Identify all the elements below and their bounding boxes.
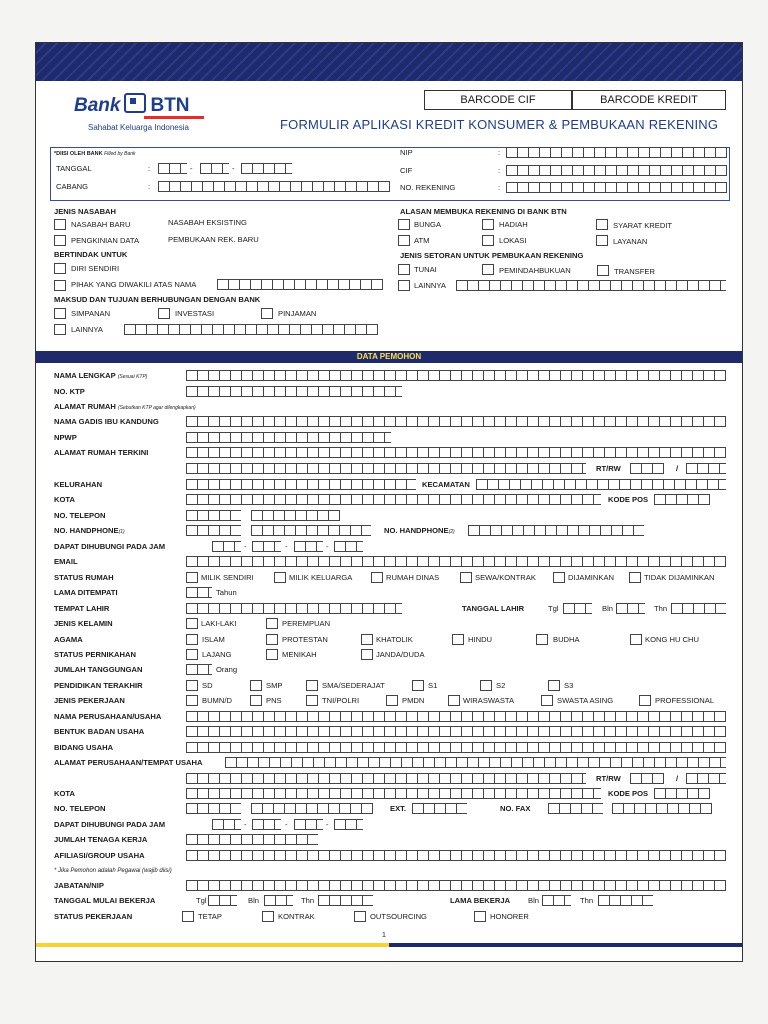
islam-label: ISLAM bbox=[202, 635, 225, 644]
no-telepon-perusahaan-label: NO. TELEPON bbox=[54, 804, 106, 813]
wiraswasta-checkbox[interactable] bbox=[448, 695, 460, 706]
lama-thn-input[interactable] bbox=[598, 895, 653, 906]
colon: : bbox=[148, 182, 151, 191]
telepon-area-input[interactable] bbox=[186, 510, 241, 521]
rt-input[interactable] bbox=[630, 463, 664, 474]
jabatan-label: JABATAN/NIP bbox=[54, 881, 104, 890]
nasabah-eksisting-label: NASABAH EKSISTING bbox=[168, 218, 247, 227]
tni-checkbox[interactable] bbox=[306, 695, 318, 706]
tetap-checkbox[interactable] bbox=[182, 911, 194, 922]
swasta-asing-checkbox[interactable] bbox=[541, 695, 553, 706]
barcode-kredit-label: BARCODE KREDIT bbox=[600, 94, 698, 106]
kode-pos-input[interactable] bbox=[654, 494, 710, 505]
kota-input[interactable] bbox=[186, 494, 601, 505]
lainnya-maksud-checkbox[interactable] bbox=[54, 324, 66, 335]
khatolik-label: KHATOLIK bbox=[376, 635, 413, 644]
rumah-dinas-label: RUMAH DINAS bbox=[386, 573, 440, 582]
hp1-prefix-input[interactable] bbox=[186, 525, 241, 536]
s1-label: S1 bbox=[428, 681, 438, 690]
jumlah-tanggungan-label: JUMLAH TANGGUNGAN bbox=[54, 665, 143, 674]
tunai-checkbox[interactable] bbox=[398, 264, 410, 275]
tanggal-year-input[interactable] bbox=[241, 163, 292, 174]
lainnya-maksud-input[interactable] bbox=[124, 324, 378, 335]
logo-underline bbox=[144, 116, 204, 119]
diri-sendiri-checkbox[interactable] bbox=[54, 263, 66, 274]
bentuk-badan-input[interactable] bbox=[186, 726, 726, 737]
nama-gadis-ibu-input[interactable] bbox=[186, 416, 726, 427]
jumlah-tenaga-label: JUMLAH TENAGA KERJA bbox=[54, 835, 148, 844]
kong-hu-chu-checkbox[interactable] bbox=[630, 634, 642, 645]
kode-pos-input-2[interactable] bbox=[654, 788, 710, 799]
investasi-checkbox[interactable] bbox=[158, 308, 170, 319]
atm-label: ATM bbox=[414, 236, 430, 245]
khatolik-checkbox[interactable] bbox=[361, 634, 373, 645]
cif-label: CIF bbox=[400, 166, 413, 175]
jam-4-input[interactable] bbox=[334, 541, 363, 552]
jenis-setoran-heading: JENIS SETORAN UNTUK PEMBUKAAN REKENING bbox=[400, 251, 584, 260]
bidang-usaha-input[interactable] bbox=[186, 742, 726, 753]
honorer-checkbox[interactable] bbox=[474, 911, 486, 922]
protestan-label: PROTESTAN bbox=[282, 635, 328, 644]
outsourcing-label: OUTSOURCING bbox=[370, 912, 427, 921]
bln-label-3: Bln bbox=[528, 896, 539, 905]
email-input[interactable] bbox=[186, 556, 726, 567]
section-bar bbox=[36, 351, 742, 363]
lainnya-maksud-label: LAINNYA bbox=[71, 325, 103, 334]
budha-checkbox[interactable] bbox=[536, 634, 548, 645]
nama-gadis-ibu-label: NAMA GADIS IBU KANDUNG bbox=[54, 417, 159, 426]
professional-label: PROFESSIONAL bbox=[655, 696, 715, 705]
rt-input-2[interactable] bbox=[630, 773, 664, 784]
layanan-label: LAYANAN bbox=[613, 237, 648, 246]
dash: - bbox=[285, 820, 288, 829]
kelurahan-label: KELURAHAN bbox=[54, 480, 103, 489]
fax-number-input[interactable] bbox=[612, 803, 712, 814]
dijaminkan-checkbox[interactable] bbox=[553, 572, 565, 583]
honorer-label: HONORER bbox=[490, 912, 529, 921]
tanggal-day-input[interactable] bbox=[158, 163, 187, 174]
tempat-lahir-label: TEMPAT LAHIR bbox=[54, 604, 110, 613]
dash: - bbox=[326, 542, 329, 551]
menikah-checkbox[interactable] bbox=[266, 649, 278, 660]
rt-rw-label-2: RT/RW bbox=[596, 774, 621, 783]
no-ktp-input[interactable] bbox=[186, 386, 402, 397]
bln-label: Bln bbox=[602, 604, 613, 613]
alamat-perusahaan-label: ALAMAT PERUSAHAAN/TEMPAT USAHA bbox=[54, 758, 203, 767]
rt-rw-slash: / bbox=[676, 464, 679, 473]
dash: - bbox=[326, 820, 329, 829]
mulai-tgl-input[interactable] bbox=[208, 895, 237, 906]
layanan-checkbox[interactable] bbox=[596, 235, 608, 246]
bottom-accent-line bbox=[36, 943, 742, 947]
perempuan-label: PEREMPUAN bbox=[282, 619, 331, 628]
transfer-checkbox[interactable] bbox=[597, 265, 609, 276]
dapat-dihubungi-label-2: DAPAT DIHUBUNGI PADA JAM bbox=[54, 820, 166, 829]
tni-label: TNI/POLRI bbox=[322, 696, 360, 705]
jumlah-tanggungan-input[interactable] bbox=[186, 664, 212, 675]
smp-label: SMP bbox=[266, 681, 283, 690]
islam-checkbox[interactable] bbox=[186, 634, 198, 645]
ext-label: EXT. bbox=[390, 804, 407, 813]
lokasi-checkbox[interactable] bbox=[482, 235, 494, 246]
dapat-dihubungi-label: DAPAT DIHUBUNGI PADA JAM bbox=[54, 542, 166, 551]
dash: - bbox=[285, 542, 288, 551]
pemindahbukuan-label: PEMINDAHBUKUAN bbox=[499, 266, 571, 275]
kode-pos-label-2: KODE POS bbox=[608, 789, 649, 798]
sd-label: SD bbox=[202, 681, 213, 690]
lama-ditempati-label: LAMA DITEMPATI bbox=[54, 588, 118, 597]
no-fax-label: NO. FAX bbox=[500, 804, 531, 813]
sewa-kontrak-label: SEWA/KONTRAK bbox=[475, 573, 536, 582]
telepon-number-input[interactable] bbox=[251, 510, 340, 521]
lainnya-setoran-label: LAINNYA bbox=[414, 281, 446, 290]
dash: - bbox=[232, 164, 235, 173]
jenis-nasabah-heading: JENIS NASABAH bbox=[54, 207, 117, 216]
thn-label-3: Thn bbox=[580, 896, 594, 905]
lokasi-label: LOKASI bbox=[499, 236, 527, 245]
alamat-perusahaan-input-2[interactable] bbox=[186, 773, 586, 784]
lahir-bln-input[interactable] bbox=[616, 603, 645, 614]
tanggal-label: TANGGAL bbox=[56, 164, 92, 173]
simpanan-label: SIMPANAN bbox=[71, 309, 111, 318]
nama-lengkap-input[interactable] bbox=[186, 370, 726, 381]
no-rekening-label: NO. REKENING bbox=[400, 183, 456, 192]
nasabah-baru-label: NASABAH BARU bbox=[71, 220, 131, 229]
section-title: DATA PEMOHON bbox=[356, 352, 422, 361]
rt-rw-label: RT/RW bbox=[596, 464, 621, 473]
pembukaan-rek-baru-label: PEMBUKAAN REK. BARU bbox=[168, 235, 259, 244]
laki-laki-checkbox[interactable] bbox=[186, 618, 198, 629]
kelurahan-input[interactable] bbox=[186, 479, 416, 490]
simpanan-checkbox[interactable] bbox=[54, 308, 66, 319]
hindu-label: HINDU bbox=[468, 635, 493, 644]
pihak-diwakili-input[interactable] bbox=[217, 279, 383, 290]
dash: - bbox=[244, 542, 247, 551]
swasta-asing-label: SWASTA ASING bbox=[557, 696, 614, 705]
janda-duda-checkbox[interactable] bbox=[361, 649, 373, 660]
logo-text: Bank bbox=[74, 95, 121, 116]
milik-keluarga-label: MILIK KELUARGA bbox=[289, 573, 353, 582]
nip-input[interactable] bbox=[506, 147, 727, 158]
pns-label: PNS bbox=[266, 696, 282, 705]
cabang-input[interactable] bbox=[158, 181, 390, 192]
tahun-label: Tahun bbox=[216, 588, 237, 597]
bln-label-2: Bln bbox=[248, 896, 259, 905]
lama-bekerja-label: LAMA BEKERJA bbox=[450, 896, 511, 905]
colon: : bbox=[498, 166, 501, 175]
agama-label: AGAMA bbox=[54, 635, 83, 644]
lajang-label: LAJANG bbox=[202, 650, 232, 659]
kecamatan-input[interactable] bbox=[476, 479, 726, 490]
form-title: FORMULIR APLIKASI KREDIT KONSUMER & PEMBUKAAN REKENING bbox=[280, 117, 719, 132]
bunga-checkbox[interactable] bbox=[398, 219, 410, 230]
s2-checkbox[interactable] bbox=[480, 680, 492, 691]
transfer-label: TRANSFER bbox=[614, 267, 655, 276]
no-rekening-input[interactable] bbox=[506, 182, 727, 193]
sma-label: SMA/SEDERAJAT bbox=[322, 681, 385, 690]
rumah-dinas-checkbox[interactable] bbox=[371, 572, 383, 583]
atm-checkbox[interactable] bbox=[398, 235, 410, 246]
jabatan-input[interactable] bbox=[186, 880, 726, 891]
syarat-kredit-checkbox[interactable] bbox=[596, 219, 608, 230]
afiliasi-label: AFILIASI/GROUP USAHA bbox=[54, 851, 145, 860]
menikah-label: MENIKAH bbox=[282, 650, 317, 659]
alasan-heading: ALASAN MEMBUKA REKENING DI BANK BTN bbox=[400, 207, 567, 216]
s2-label: S2 bbox=[496, 681, 506, 690]
kontrak-label: KONTRAK bbox=[278, 912, 315, 921]
lama-bln-input[interactable] bbox=[542, 895, 571, 906]
house-logo-icon bbox=[124, 93, 146, 113]
barcode-kredit-box bbox=[572, 90, 726, 110]
filled-by-bank-label: *DIISI OLEH BANK Filled by Bank bbox=[54, 151, 136, 157]
mulai-bln-input[interactable] bbox=[264, 895, 293, 906]
bertindak-untuk-heading: BERTINDAK UNTUK bbox=[54, 250, 128, 259]
pengkinian-data-label: PENGKINIAN DATA bbox=[71, 236, 140, 245]
tanggal-month-input[interactable] bbox=[200, 163, 229, 174]
bumn-checkbox[interactable] bbox=[186, 695, 198, 706]
nama-perusahaan-label: NAMA PERUSAHAAN/USAHA bbox=[54, 712, 162, 721]
bumn-label: BUMN/D bbox=[202, 696, 232, 705]
jumlah-tenaga-input[interactable] bbox=[186, 834, 318, 845]
wiraswasta-label: WIRASWASTA bbox=[463, 696, 515, 705]
sma-checkbox[interactable] bbox=[306, 680, 318, 691]
tunai-label: TUNAI bbox=[414, 265, 437, 274]
rw-input[interactable] bbox=[686, 463, 726, 474]
fax-area-input[interactable] bbox=[548, 803, 603, 814]
status-pekerjaan-label: STATUS PEKERJAAN bbox=[54, 912, 133, 921]
no-hp2-label: NO. HANDPHONE(2) bbox=[384, 526, 455, 535]
hindu-checkbox[interactable] bbox=[452, 634, 464, 645]
janda-duda-label: JANDA/DUDA bbox=[376, 650, 425, 659]
status-pernikahan-label: STATUS PERNIKAHAN bbox=[54, 650, 136, 659]
hadiah-checkbox[interactable] bbox=[482, 219, 494, 230]
tetap-label: TETAP bbox=[198, 912, 222, 921]
s1-checkbox[interactable] bbox=[412, 680, 424, 691]
tgl-label: Tgl bbox=[548, 604, 559, 613]
telepon-perusahaan-number-input[interactable] bbox=[251, 803, 373, 814]
jam-1-input[interactable] bbox=[212, 541, 241, 552]
lahir-thn-input[interactable] bbox=[671, 603, 726, 614]
investasi-label: INVESTASI bbox=[175, 309, 215, 318]
nip-label: NIP bbox=[400, 148, 413, 157]
outsourcing-checkbox[interactable] bbox=[354, 911, 366, 922]
note-pegawai: * Jika Pemohon adalah Pegawai (wajib diisi) bbox=[54, 868, 172, 874]
nama-lengkap-label: NAMA LENGKAP (Sesuai KTP) bbox=[54, 371, 148, 380]
telepon-perusahaan-area-input[interactable] bbox=[186, 803, 241, 814]
perempuan-checkbox[interactable] bbox=[266, 618, 278, 629]
pinjaman-label: PINJAMAN bbox=[278, 309, 317, 318]
protestan-checkbox[interactable] bbox=[266, 634, 278, 645]
milik-sendiri-label: MILIK SENDIRI bbox=[201, 573, 254, 582]
bunga-label: BUNGA bbox=[414, 220, 442, 229]
bank-logo bbox=[74, 93, 190, 117]
tgl-label-2: Tgl bbox=[196, 896, 207, 905]
jenis-kelamin-label: JENIS KELAMIN bbox=[54, 619, 113, 628]
pmdn-checkbox[interactable] bbox=[386, 695, 398, 706]
rw-input-2[interactable] bbox=[686, 773, 726, 784]
lama-ditempati-input[interactable] bbox=[186, 587, 212, 598]
colon: : bbox=[498, 183, 501, 192]
tempat-lahir-input[interactable] bbox=[186, 603, 402, 614]
rt-rw-slash-2: / bbox=[676, 774, 679, 783]
pihak-diwakili-label: PIHAK YANG DIWAKILI ATAS NAMA bbox=[71, 280, 197, 289]
barcode-cif-box bbox=[424, 90, 572, 110]
email-label: EMAIL bbox=[54, 557, 78, 566]
smp-checkbox[interactable] bbox=[250, 680, 262, 691]
s3-checkbox[interactable] bbox=[548, 680, 560, 691]
tanggal-mulai-label: TANGGAL MULAI BEKERJA bbox=[54, 896, 156, 905]
hp2-input[interactable] bbox=[468, 525, 644, 536]
budha-label: BUDHA bbox=[553, 635, 580, 644]
kontrak-checkbox[interactable] bbox=[262, 911, 274, 922]
page-number: 1 bbox=[382, 932, 386, 939]
laki-laki-label: LAKI-LAKI bbox=[201, 619, 237, 628]
ext-input[interactable] bbox=[412, 803, 467, 814]
no-telepon-label: NO. TELEPON bbox=[54, 511, 106, 520]
dash: - bbox=[244, 820, 247, 829]
alamat-terkini-input-1[interactable] bbox=[186, 447, 726, 458]
bentuk-badan-label: BENTUK BADAN USAHA bbox=[54, 727, 145, 736]
kong-hu-chu-label: KONG HU CHU bbox=[645, 635, 700, 644]
pemindahbukuan-checkbox[interactable] bbox=[482, 264, 494, 275]
sewa-kontrak-checkbox[interactable] bbox=[460, 572, 472, 583]
alamat-terkini-label: ALAMAT RUMAH TERKINI bbox=[54, 448, 149, 457]
logo-brand: BTN bbox=[150, 95, 190, 116]
jenis-pekerjaan-label: JENIS PEKERJAAN bbox=[54, 696, 125, 705]
kecamatan-label: KECAMATAN bbox=[422, 480, 470, 489]
thn-label-2: Thn bbox=[301, 896, 315, 905]
bidang-usaha-label: BIDANG USAHA bbox=[54, 743, 114, 752]
npwp-label: NPWP bbox=[54, 433, 77, 442]
tidak-dijaminkan-checkbox[interactable] bbox=[629, 572, 641, 583]
barcode-cif-label: BARCODE CIF bbox=[460, 94, 536, 106]
kota-label: KOTA bbox=[54, 495, 75, 504]
alamat-terkini-input-2[interactable] bbox=[186, 463, 586, 474]
top-banner bbox=[36, 43, 742, 81]
dash: - bbox=[190, 164, 193, 173]
orang-label: Orang bbox=[216, 665, 238, 674]
jam2-1-input[interactable] bbox=[212, 819, 241, 830]
alamat-perusahaan-input-1[interactable] bbox=[225, 757, 726, 768]
status-rumah-label: STATUS RUMAH bbox=[54, 573, 114, 582]
lajang-checkbox[interactable] bbox=[186, 649, 198, 660]
mulai-thn-input[interactable] bbox=[318, 895, 373, 906]
jam-2-input[interactable] bbox=[252, 541, 281, 552]
cif-input[interactable] bbox=[506, 165, 727, 176]
pinjaman-checkbox[interactable] bbox=[261, 308, 273, 319]
milik-keluarga-checkbox[interactable] bbox=[274, 572, 286, 583]
lahir-tgl-input[interactable] bbox=[563, 603, 592, 614]
no-ktp-label: NO. KTP bbox=[54, 387, 85, 396]
hp1-number-input[interactable] bbox=[251, 525, 371, 536]
kode-pos-label: KODE POS bbox=[608, 495, 649, 504]
npwp-input[interactable] bbox=[186, 432, 391, 443]
tidak-dijaminkan-label: TIDAK DIJAMINKAN bbox=[644, 573, 715, 582]
dijaminkan-label: DIJAMINKAN bbox=[568, 573, 614, 582]
pihak-diwakili-checkbox[interactable] bbox=[54, 280, 66, 291]
pengkinian-data-checkbox[interactable] bbox=[54, 235, 66, 246]
colon: : bbox=[148, 164, 151, 173]
tanggal-lahir-label: TANGGAL LAHIR bbox=[462, 604, 525, 613]
diri-sendiri-label: DIRI SENDIRI bbox=[71, 264, 120, 273]
jam2-2-input[interactable] bbox=[252, 819, 281, 830]
kota-perusahaan-label: KOTA bbox=[54, 789, 75, 798]
jam2-4-input[interactable] bbox=[334, 819, 363, 830]
maksud-tujuan-heading: MAKSUD DAN TUJUAN BERHUBUNGAN DENGAN BANK bbox=[54, 295, 261, 304]
milik-sendiri-checkbox[interactable] bbox=[186, 572, 198, 583]
lainnya-setoran-checkbox[interactable] bbox=[398, 280, 410, 291]
syarat-kredit-label: SYARAT KREDIT bbox=[613, 221, 673, 230]
afiliasi-input[interactable] bbox=[186, 850, 726, 861]
alamat-rumah-label: ALAMAT RUMAH (Sebutkan KTP agar dilengkapkan) bbox=[54, 402, 196, 411]
kota-perusahaan-input[interactable] bbox=[186, 788, 601, 799]
form-page bbox=[35, 42, 743, 962]
thn-label: Thn bbox=[654, 604, 668, 613]
tagline: Sahabat Keluarga Indonesia bbox=[88, 123, 189, 132]
pmdn-label: PMDN bbox=[402, 696, 425, 705]
cabang-label: CABANG bbox=[56, 182, 89, 191]
pns-checkbox[interactable] bbox=[250, 695, 262, 706]
nasabah-baru-checkbox[interactable] bbox=[54, 219, 66, 230]
jam2-3-input[interactable] bbox=[294, 819, 323, 830]
colon: : bbox=[498, 148, 501, 157]
nama-perusahaan-input[interactable] bbox=[186, 711, 726, 722]
no-hp1-label: NO. HANDPHONE(1) bbox=[54, 526, 125, 535]
jam-3-input[interactable] bbox=[294, 541, 323, 552]
pendidikan-label: PENDIDIKAN TERAKHIR bbox=[54, 681, 143, 690]
sd-checkbox[interactable] bbox=[186, 680, 198, 691]
lainnya-setoran-input[interactable] bbox=[456, 280, 726, 291]
hadiah-label: HADIAH bbox=[499, 220, 528, 229]
professional-checkbox[interactable] bbox=[639, 695, 651, 706]
s3-label: S3 bbox=[564, 681, 574, 690]
